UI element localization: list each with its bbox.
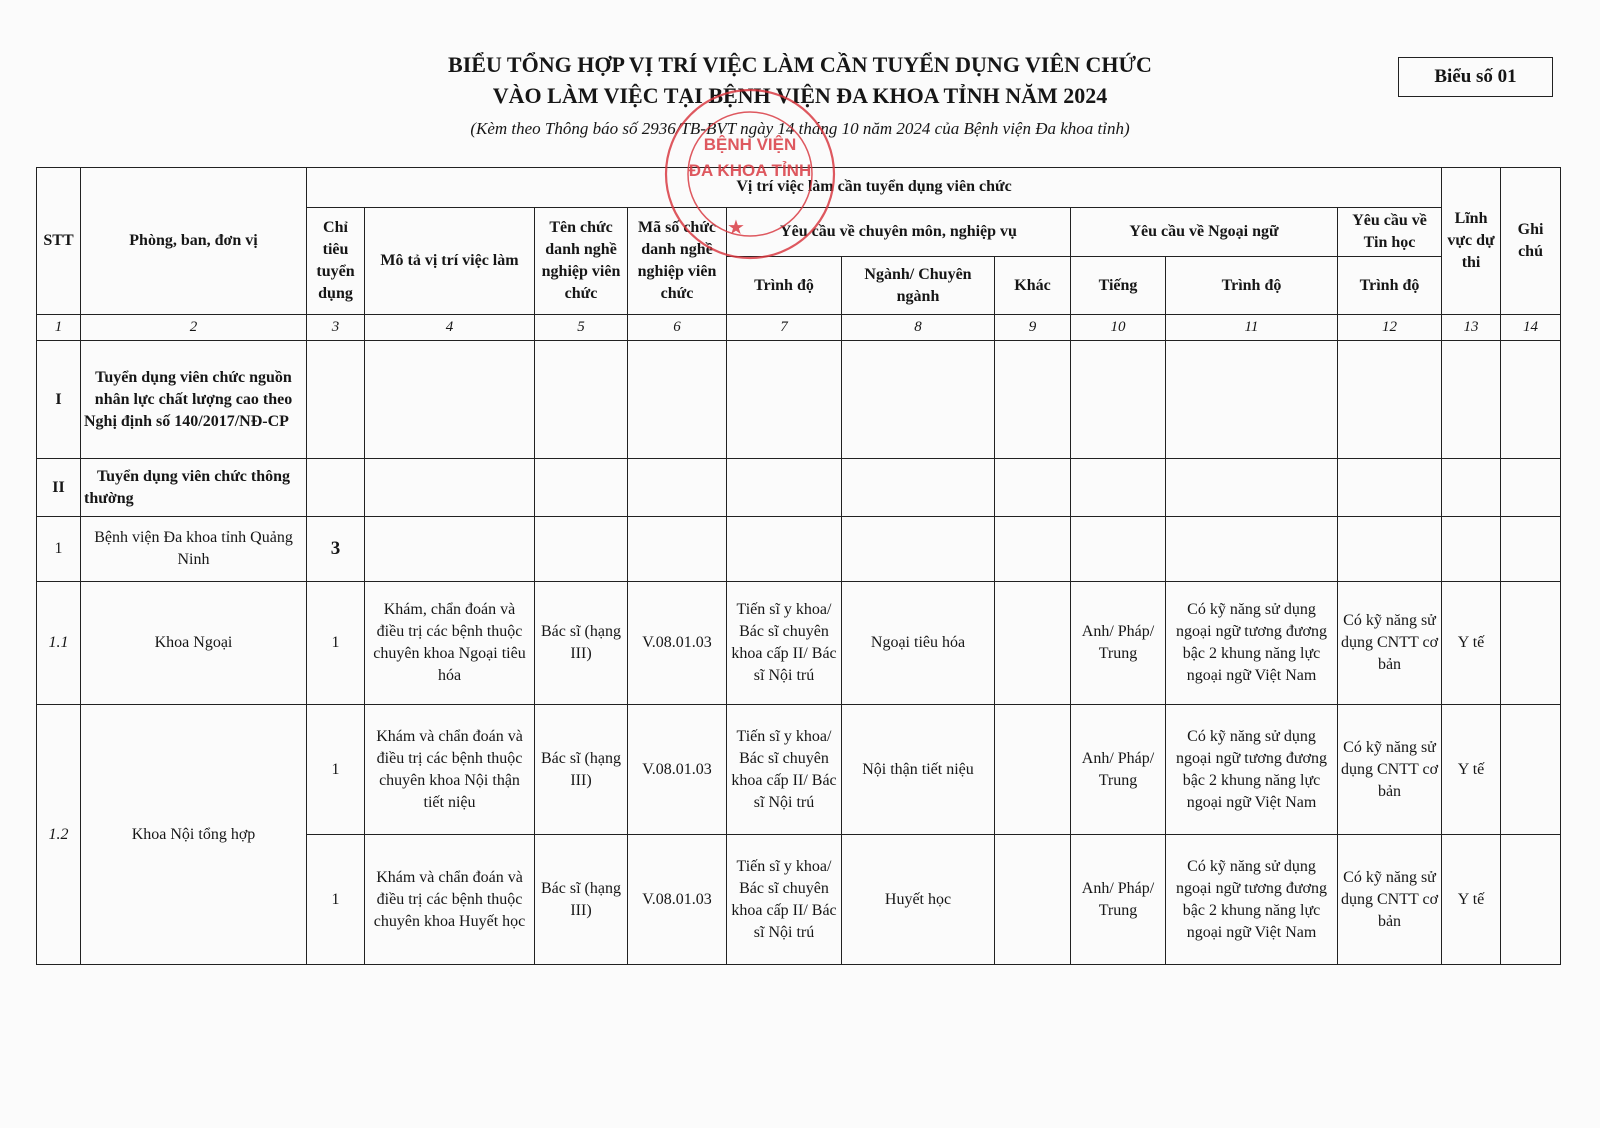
row-field: Y tế bbox=[1442, 582, 1501, 705]
row-description: Khám, chẩn đoán và điều trị các bệnh thuộc chuyên khoa Ngoại tiêu hóa bbox=[365, 582, 535, 705]
column-number-row bbox=[37, 315, 1561, 341]
row-unit: Khoa Nội tổng hợp bbox=[81, 705, 307, 965]
section-row-2 bbox=[37, 459, 1561, 517]
col-note-header: Ghi chú bbox=[1501, 168, 1561, 315]
recruitment-table bbox=[36, 167, 1561, 965]
row-title-name: Bác sĩ (hạng III) bbox=[535, 582, 628, 705]
col-number: 2 bbox=[81, 315, 307, 341]
seal-star-icon: ★ bbox=[727, 215, 745, 239]
col-number: 8 bbox=[842, 315, 995, 341]
row-note bbox=[1501, 705, 1561, 835]
col-number: 13 bbox=[1442, 315, 1501, 341]
unit-quota: 3 bbox=[307, 517, 365, 582]
row-title-name: Bác sĩ (hạng III) bbox=[535, 705, 628, 835]
col-title-code-header: Mã số chức danh nghề nghiệp viên chức bbox=[628, 208, 727, 315]
row-other bbox=[995, 835, 1071, 965]
row-quota: 1 bbox=[307, 835, 365, 965]
row-it-level: Có kỹ năng sử dụng CNTT cơ bản bbox=[1338, 705, 1442, 835]
row-field: Y tế bbox=[1442, 705, 1501, 835]
row-stt: 1.1 bbox=[37, 582, 81, 705]
document-subtitle: (Kèm theo Thông báo số 2936/TB-BVT ngày 14 tháng 10 năm 2024 của Bệnh viện Đa khoa tỉnh) bbox=[470, 119, 1130, 138]
col-field-header: Lĩnh vực dự thi bbox=[1442, 168, 1501, 315]
row-lang-level: Có kỹ năng sử dụng ngoại ngữ tương đương bậc 2 khung năng lực ngoại ngữ Việt Nam bbox=[1166, 705, 1338, 835]
col-number: 6 bbox=[628, 315, 727, 341]
row-level: Tiến sĩ y khoa/ Bác sĩ chuyên khoa cấp II/ Bác sĩ Nội trú bbox=[727, 582, 842, 705]
col-number: 11 bbox=[1166, 315, 1338, 341]
foreign-language-group-header: Yêu cầu về Ngoại ngữ bbox=[1071, 208, 1338, 257]
row-major: Ngoại tiêu hóa bbox=[842, 582, 995, 705]
row-title-name: Bác sĩ (hạng III) bbox=[535, 835, 628, 965]
row-language: Anh/ Pháp/ Trung bbox=[1071, 835, 1166, 965]
row-note bbox=[1501, 835, 1561, 965]
col-number: 3 bbox=[307, 315, 365, 341]
section-name: Tuyển dụng viên chức nguồn nhân lực chất lượng cao theo Nghị định số 140/2017/NĐ-CP bbox=[81, 341, 307, 459]
col-other-header: Khác bbox=[995, 257, 1071, 315]
group-header: Vị trí việc làm cần tuyển dụng viên chức bbox=[307, 168, 1442, 208]
row-major: Nội thận tiết niệu bbox=[842, 705, 995, 835]
section-stt: II bbox=[37, 459, 81, 517]
row-description: Khám và chẩn đoán và điều trị các bệnh thuộc chuyên khoa Huyết học bbox=[365, 835, 535, 965]
col-title-name-header: Tên chức danh nghề nghiệp viên chức bbox=[535, 208, 628, 315]
seal-text-mid: ĐA KHOA TỈNH bbox=[688, 161, 812, 180]
row-quota: 1 bbox=[307, 582, 365, 705]
col-number: 12 bbox=[1338, 315, 1442, 341]
row-lang-level: Có kỹ năng sử dụng ngoại ngữ tương đương bậc 2 khung năng lực ngoại ngữ Việt Nam bbox=[1166, 835, 1338, 965]
col-number: 9 bbox=[995, 315, 1071, 341]
seal-text-top: BỆNH VIỆN bbox=[703, 135, 797, 154]
unit-name: Bệnh viện Đa khoa tỉnh Quảng Ninh bbox=[81, 517, 307, 582]
row-description: Khám và chẩn đoán và điều trị các bệnh thuộc chuyên khoa Nội thận tiết niệu bbox=[365, 705, 535, 835]
professional-group-header: Yêu cầu về chuyên môn, nghiệp vụ bbox=[727, 208, 1071, 257]
row-it-level: Có kỹ năng sử dụng CNTT cơ bản bbox=[1338, 835, 1442, 965]
row-language: Anh/ Pháp/ Trung bbox=[1071, 705, 1166, 835]
row-other bbox=[995, 705, 1071, 835]
unit-row bbox=[37, 517, 1561, 582]
col-number: 5 bbox=[535, 315, 628, 341]
row-note bbox=[1501, 582, 1561, 705]
row-field: Y tế bbox=[1442, 835, 1501, 965]
row-level: Tiến sĩ y khoa/ Bác sĩ chuyên khoa cấp II/ Bác sĩ Nội trú bbox=[727, 835, 842, 965]
col-quota-header: Chỉ tiêu tuyển dụng bbox=[307, 208, 365, 315]
row-title-code: V.08.01.03 bbox=[628, 582, 727, 705]
col-lang-level-header: Trình độ bbox=[1166, 257, 1338, 315]
document-title-line1: BIỂU TỔNG HỢP VỊ TRÍ VIỆC LÀM CẦN TUYỂN DỤNG VIÊN CHỨC bbox=[448, 52, 1152, 77]
table-row bbox=[37, 582, 1561, 705]
section-stt: I bbox=[37, 341, 81, 459]
col-level-header: Trình độ bbox=[727, 257, 842, 315]
col-number: 7 bbox=[727, 315, 842, 341]
row-stt: 1.2 bbox=[37, 705, 81, 965]
section-row-1 bbox=[37, 341, 1561, 459]
col-major-header: Ngành/ Chuyên ngành bbox=[842, 257, 995, 315]
unit-stt: 1 bbox=[37, 517, 81, 582]
row-level: Tiến sĩ y khoa/ Bác sĩ chuyên khoa cấp II/ Bác sĩ Nội trú bbox=[727, 705, 842, 835]
section-name: Tuyển dụng viên chức thông thường bbox=[81, 459, 307, 517]
row-lang-level: Có kỹ năng sử dụng ngoại ngữ tương đương bậc 2 khung năng lực ngoại ngữ Việt Nam bbox=[1166, 582, 1338, 705]
table-row bbox=[37, 705, 1561, 835]
col-number: 4 bbox=[365, 315, 535, 341]
document-title-line2: VÀO LÀM VIỆC TẠI BỆNH VIỆN ĐA KHOA TỈNH NĂM 2024 bbox=[492, 83, 1108, 108]
col-stt-header: STT bbox=[37, 168, 81, 315]
form-number-badge: Biểu số 01 bbox=[1398, 57, 1553, 97]
col-description-header: Mô tả vị trí việc làm bbox=[365, 208, 535, 315]
col-language-header: Tiếng bbox=[1071, 257, 1166, 315]
row-it-level: Có kỹ năng sử dụng CNTT cơ bản bbox=[1338, 582, 1442, 705]
col-it-level-header: Trình độ bbox=[1338, 257, 1442, 315]
header-row-1 bbox=[37, 168, 1561, 208]
row-language: Anh/ Pháp/ Trung bbox=[1071, 582, 1166, 705]
it-group-header: Yêu cầu về Tin học bbox=[1338, 208, 1442, 257]
col-number: 1 bbox=[37, 315, 81, 341]
col-number: 14 bbox=[1501, 315, 1561, 341]
col-unit-header: Phòng, ban, đơn vị bbox=[81, 168, 307, 315]
row-quota: 1 bbox=[307, 705, 365, 835]
row-unit: Khoa Ngoại bbox=[81, 582, 307, 705]
row-title-code: V.08.01.03 bbox=[628, 705, 727, 835]
row-major: Huyết học bbox=[842, 835, 995, 965]
col-number: 10 bbox=[1071, 315, 1166, 341]
row-title-code: V.08.01.03 bbox=[628, 835, 727, 965]
row-other bbox=[995, 582, 1071, 705]
